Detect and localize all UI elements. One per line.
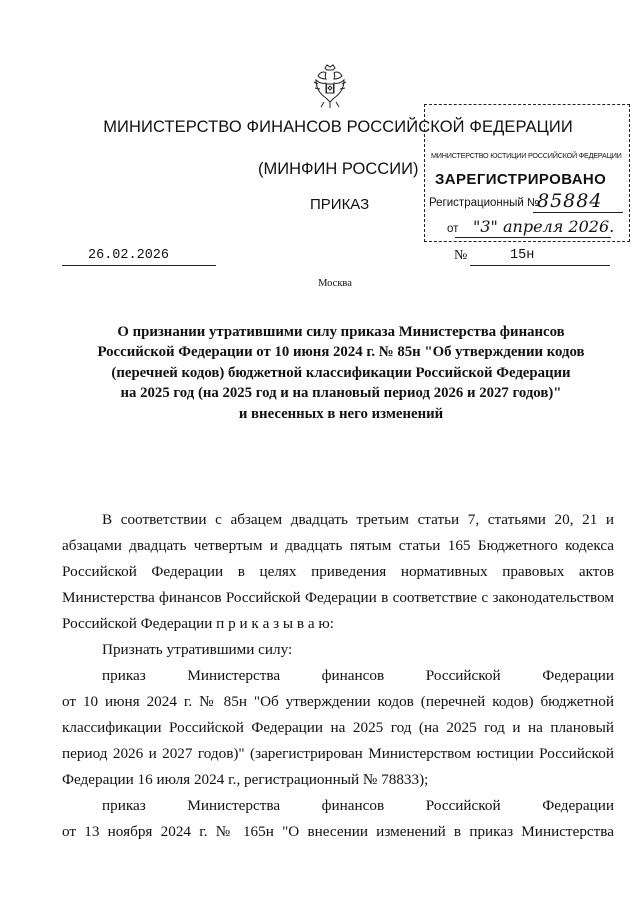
body-line: Признать утратившими силу: [102,641,293,658]
body-line: абзацами двадцать четвертым и двадцать пятым статьи 165 Бюджетного кодекса [62,537,614,554]
title-line: (перечней кодов) бюджетной классификации Российской Федерации [111,364,571,381]
order-number: 15н [470,248,610,266]
city: Москва [318,278,352,289]
title-line: на 2025 год (на 2025 год и на плановый период 2026 и 2027 годов)" [120,385,562,402]
ministry-short-name: (МИНФИН РОССИИ) [258,160,419,178]
body-line: Российской Федерации п р и к а з ы в а ю: [62,615,334,632]
body-line: Российской Федерации в целях приведения нормативных правовых актов [62,563,614,580]
stamp-title: ЗАРЕГИСТРИРОВАНО [435,171,607,188]
stamp-date-underline [455,237,611,238]
stamp-date: "3" апреля 2026. [473,217,615,236]
body-line: от 13 ноября 2024 г. № 165н "О внесении изменений в приказ Министерства [62,823,614,840]
order-title [62,322,620,424]
order-number-label: № [454,248,468,263]
document-type: ПРИКАЗ [310,196,370,213]
order-body [62,507,614,845]
registration-stamp [424,104,630,242]
body-line: приказ Министерства финансов Российской Федерации [102,667,614,684]
body-line: приказ Министерства финансов Российской Федерации [102,797,614,814]
title-line: Российской Федерации от 10 июня 2024 г. № 85н "Об утверждении кодов [97,344,585,361]
stamp-reg-label: Регистрационный № [429,197,540,209]
body-line: В соответствии с абзацем двадцать третьим статьи 7, статьями 20, 21 и [102,511,614,528]
title-line: и внесенных в него изменений [238,405,444,422]
body-line: Министерства финансов Российской Федерации в соответствие с законодательством [62,589,614,606]
body-line: Федерации 16 июля 2024 г., регистрационный № 78833); [62,771,429,788]
body-line: от 10 июня 2024 г. № 85н "Об утверждении кодов (перечней кодов) бюджетной [62,693,614,710]
coat-of-arms-emblem [312,62,348,110]
order-date: 26.02.2026 [62,248,216,266]
stamp-reg-underline [533,212,623,213]
stamp-reg-number: 85884 [537,190,603,212]
body-line: период 2026 и 2027 годов)" (зарегистрирован Министерством юстиции Российской [62,745,614,762]
stamp-date-prefix: от [447,223,459,235]
title-line: О признании утратившими силу приказа Министерства финансов [117,324,565,340]
ministry-name: МИНИСТЕРСТВО ФИНАНСОВ РОССИЙСКОЙ ФЕДЕРАЦИИ [103,118,573,136]
body-line: классификации Российской Федерации на 2025 год (на 2025 год и на плановый [62,719,614,736]
stamp-organization: МИНИСТЕРСТВО ЮСТИЦИИ РОССИЙСКОЙ ФЕДЕРАЦИИ [431,151,622,160]
